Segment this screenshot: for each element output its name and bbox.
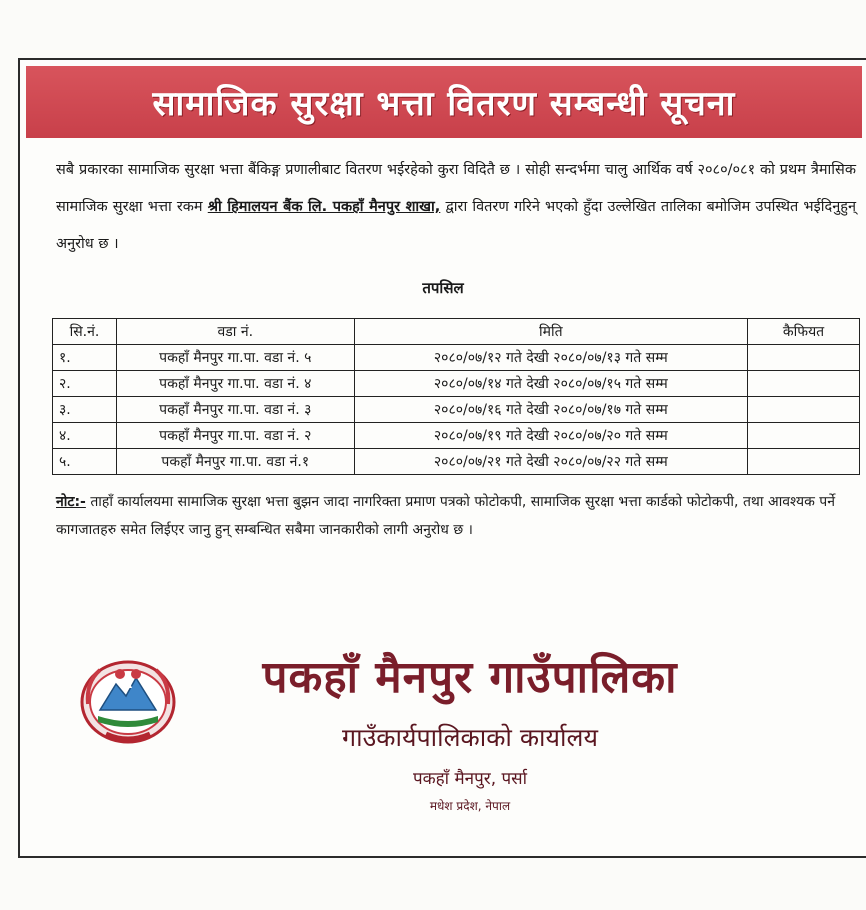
table-row: [53, 345, 860, 371]
row-date: २०८०/०७/२१ गते देखी २०८०/०७/२२ गते सम्म: [354, 449, 747, 475]
note-paragraph: [56, 488, 846, 544]
table-row: [53, 449, 860, 475]
row-sn: ५.: [53, 449, 117, 475]
header-sn: सि.नं.: [53, 319, 117, 345]
row-remarks: [748, 423, 860, 449]
row-remarks: [748, 371, 860, 397]
office-subtitle: गाउँकार्यपालिकाको कार्यालय: [342, 723, 598, 752]
note-label: नोट:-: [56, 494, 86, 510]
notice-intro: [56, 152, 856, 263]
header-date: मिति: [354, 319, 747, 345]
row-sn: ३.: [53, 397, 117, 423]
notice-document: [18, 58, 866, 858]
note-text: ताहाँ कार्यालयमा सामाजिक सुरक्षा भत्ता बुझन जादा नागरिक्ता प्रमाण पत्रको फोटोकपी, सामाजिक सुरक्षा भत्ता कार्डको फोटोकपी, तथा आवश्यक पर्ने कागजातहरु समेत लिईएर जानु हुन् सम्बन्धित सबैमा जानकारीको लागी अनुरोध छ ।: [56, 494, 836, 538]
row-ward: पकहाँ मैनपुर गा.पा. वडा नं. ४: [116, 371, 354, 397]
table-header-row: [53, 319, 860, 345]
row-remarks: [748, 449, 860, 475]
row-remarks: [748, 397, 860, 423]
row-date: २०८०/०७/१२ गते देखी २०८०/०७/१३ गते सम्म: [354, 345, 747, 371]
row-sn: १.: [53, 345, 117, 371]
row-date: २०८०/०७/१४ गते देखी २०८०/०७/१५ गते सम्म: [354, 371, 747, 397]
row-ward: पकहाँ मैनपुर गा.पा. वडा नं. ५: [116, 345, 354, 371]
schedule-table: [52, 318, 860, 475]
nepal-emblem-icon: [76, 652, 180, 748]
row-ward: पकहाँ मैनपुर गा.पा. वडा नं. ३: [116, 397, 354, 423]
table-row: [53, 371, 860, 397]
office-name: पकहाँ मैनपुर गाउँपालिका: [262, 652, 678, 703]
header-remarks: कैफियत: [748, 319, 860, 345]
row-sn: २.: [53, 371, 117, 397]
row-sn: ४.: [53, 423, 117, 449]
office-province: मधेश प्रदेश, नेपाल: [429, 799, 511, 813]
intro-text-1: सबै प्रकारका सामाजिक सुरक्षा भत्ता बैंकिङ्ग प्रणालीबाट वितरण भईरहेको कुरा विदितै छ । सोही सन्दर्भमा चालु आर्थिक वर्ष २०८०/०८१ को प्रथम त्रैमासिक सामाजिक सुरक्षा भत्ता रकम: [56, 162, 856, 215]
row-remarks: [748, 345, 860, 371]
table-row: [53, 423, 860, 449]
row-date: २०८०/०७/१९ गते देखी २०८०/०७/२० गते सम्म: [354, 423, 747, 449]
notice-banner: [26, 66, 862, 138]
table-row: [53, 397, 860, 423]
office-address: पकहाँ मैनपुर, पर्सा: [412, 769, 528, 789]
row-ward: पकहाँ मैनपुर गा.पा. वडा नं.१: [116, 449, 354, 475]
row-ward: पकहाँ मैनपुर गा.पा. वडा नं. २: [116, 423, 354, 449]
intro-text-2: द्वारा वितरण गरिने भएको हुँदा उल्लेखित तालिका बमोजिम उपस्थित भईदिनुहुन् अनुरोध छ ।: [56, 199, 856, 252]
schedule-subtitle: तपसिल: [422, 279, 464, 297]
bank-name: श्री हिमालयन बैंक लि. पकहाँ मैनपुर शाखा,: [207, 199, 441, 215]
header-ward: वडा नं.: [116, 319, 354, 345]
row-date: २०८०/०७/१६ गते देखी २०८०/०७/१७ गते सम्म: [354, 397, 747, 423]
notice-title: सामाजिक सुरक्षा भत्ता वितरण सम्बन्धी सूचना: [152, 84, 736, 124]
